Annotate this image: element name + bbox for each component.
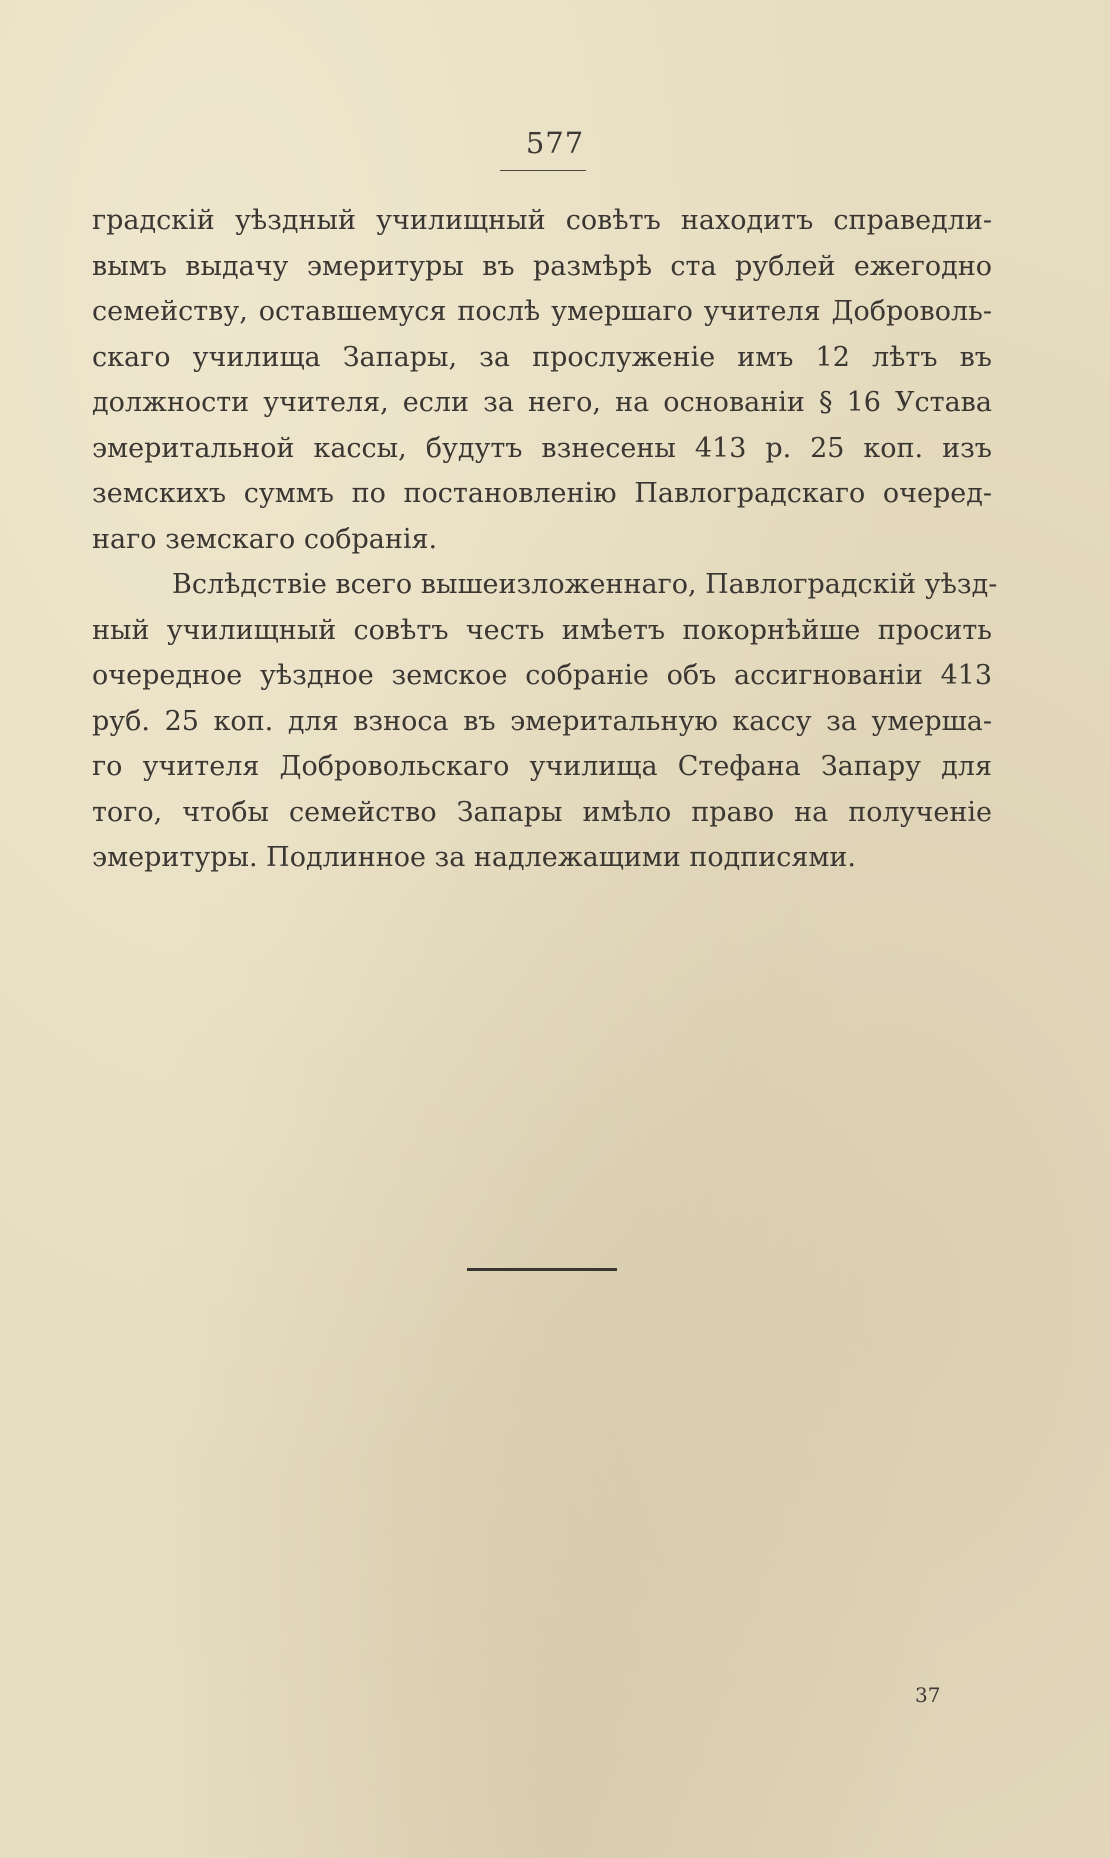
body-text bbox=[92, 198, 998, 881]
paragraph-1 bbox=[92, 198, 992, 562]
text-line: эмеритуры. Подлинное за надлежащими подписями. bbox=[92, 842, 856, 873]
page-number: 577 bbox=[525, 126, 585, 160]
header-rule bbox=[500, 170, 586, 171]
text-line: очередное уѣздное земское собраніе объ ассигнованіи 413 bbox=[92, 660, 992, 691]
text-line: го учителя Добровольскаго училища Стефана Запару для bbox=[92, 751, 992, 782]
end-rule bbox=[467, 1268, 617, 1271]
text-line: земскихъ суммъ по постановленію Павлоградскаго очеред- bbox=[92, 478, 992, 509]
paragraph-2 bbox=[92, 562, 998, 881]
text-line: Вслѣдствіе всего вышеизложеннаго, Павлоградскій уѣзд- bbox=[172, 569, 998, 600]
text-line: вымъ выдачу эмеритуры въ размѣрѣ ста рублей ежегодно bbox=[92, 250, 992, 282]
text-line: того, чтобы семейство Запары имѣло право на полученіе bbox=[92, 796, 992, 828]
text-line: наго земскаго собранія. bbox=[92, 523, 438, 555]
text-line: ный училищный совѣтъ честь имѣетъ покорнѣйше просить bbox=[92, 614, 992, 646]
text-line: градскій уѣздный училищный совѣтъ находитъ справедли- bbox=[92, 205, 992, 236]
text-line: скаго училища Запары, за прослуженіе имъ 12 лѣтъ въ bbox=[92, 341, 992, 373]
signature-mark: 37 bbox=[915, 1683, 941, 1707]
text-line: руб. 25 коп. для взноса въ эмеритальную кассу за умерша- bbox=[92, 705, 992, 737]
text-line: должности учителя, если за него, на основаніи § 16 Устава bbox=[92, 387, 992, 418]
text-line: эмеритальной кассы, будутъ взнесены 413 р. 25 коп. изъ bbox=[92, 432, 992, 464]
text-line: семейству, оставшемуся послѣ умершаго учителя Доброволь- bbox=[92, 296, 992, 327]
